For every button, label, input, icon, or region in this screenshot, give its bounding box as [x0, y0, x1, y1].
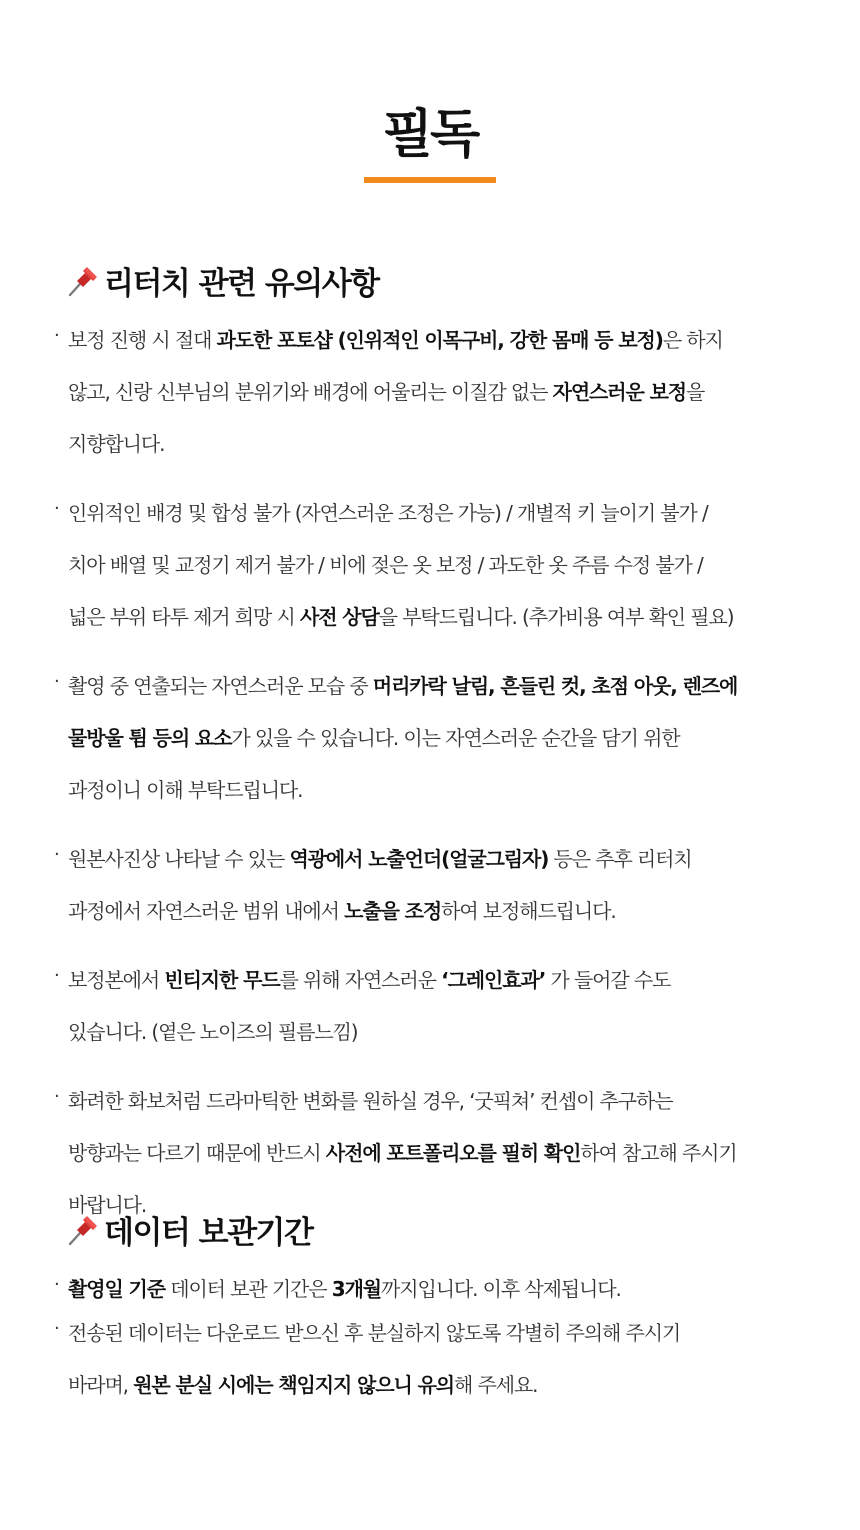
- body-text: 하여 보정해드립니다.: [441, 899, 616, 923]
- text-line: [68, 773, 812, 808]
- list-item: [52, 963, 812, 1050]
- body-text: 방향과는 다르기 때문에 반드시: [68, 1141, 326, 1165]
- list-item: [52, 669, 812, 808]
- section-heading-retouch: [66, 258, 379, 303]
- text-line: [68, 963, 812, 998]
- emphasis-text: 과도한 포토샵 (인위적인 이목구비, 강한 몸매 등 보정): [216, 328, 663, 352]
- title-underline: [364, 177, 496, 183]
- emphasis-text: 사전에 포트폴리오를 필히 확인: [325, 1141, 581, 1165]
- body-text: 지향합니다.: [68, 432, 165, 456]
- body-text: 바라며,: [68, 1373, 134, 1397]
- text-line: [68, 600, 812, 635]
- body-text: 해 주세요.: [454, 1373, 538, 1397]
- body-text: 바랍니다.: [68, 1193, 147, 1217]
- body-text: 넓은 부위 타투 제거 희망 시: [68, 605, 300, 629]
- text-line: [68, 894, 812, 929]
- body-text: 과정이니 이해 부탁드립니다.: [68, 778, 303, 802]
- body-text: 않고, 신랑 신부님의 분위기와 배경에 어울리는 이질감 없는: [68, 380, 553, 404]
- list-item: [52, 842, 812, 929]
- list-item: [52, 1272, 812, 1307]
- body-text: 원본사진상 나타날 수 있는: [68, 847, 290, 871]
- text-line: [68, 1368, 812, 1403]
- section-heading-data-retention: [66, 1207, 312, 1252]
- emphasis-text: 머리카락 날림, 흔들린 컷, 초점 아웃, 렌즈에: [372, 674, 738, 698]
- list-item: [52, 1316, 812, 1403]
- list-item: [52, 496, 812, 635]
- text-line: [68, 721, 812, 756]
- emphasis-text: 빈티지한 무드: [164, 968, 280, 992]
- emphasis-text: 원본 분실 시에는 책임지지 않으니 유의: [133, 1373, 455, 1397]
- body-text: 를 위해 자연스러운: [279, 968, 442, 992]
- emphasis-text: 사전 상담: [299, 605, 379, 629]
- text-line: [68, 548, 812, 583]
- text-line: [68, 1136, 812, 1171]
- body-text: 과정에서 자연스러운 범위 내에서: [68, 899, 345, 923]
- body-text: 보정본에서: [68, 968, 165, 992]
- text-line: [68, 669, 812, 704]
- text-line: [68, 1272, 812, 1307]
- body-text: 을: [686, 380, 705, 404]
- list-item: [52, 1084, 812, 1223]
- text-line: [68, 323, 812, 358]
- retouch-notice-list: [52, 323, 812, 1223]
- emphasis-text: 3개월: [331, 1277, 382, 1301]
- body-text: 가 있을 수 있습니다. 이는 자연스러운 순간을 담기 위한: [231, 726, 680, 750]
- body-text: 치아 배열 및 교정기 제거 불가 / 비에 젖은 옷 보정 / 과도한 옷 주름 수정 불가 /: [68, 553, 703, 577]
- emphasis-text: 노출을 조정: [344, 899, 442, 923]
- body-text: 까지입니다. 이후 삭제됩니다.: [381, 1277, 621, 1301]
- text-line: [68, 1015, 812, 1050]
- list-item: [52, 323, 812, 462]
- text-line: [68, 496, 812, 531]
- body-text: 인위적인 배경 및 합성 불가 (자연스러운 조정은 가능) / 개별적 키 늘이기 불가 /: [68, 501, 708, 525]
- emphasis-text: 자연스러운 보정: [552, 380, 687, 404]
- pushpin-icon: [66, 264, 100, 298]
- body-text: 있습니다. (옅은 노이즈의 필름느낌): [68, 1020, 358, 1044]
- emphasis-text: ‘그레인효과’: [441, 968, 546, 992]
- body-text: 은 하지: [662, 328, 723, 352]
- emphasis-text: 물방울 튐 등의 요소: [68, 726, 232, 750]
- emphasis-text: 촬영일 기준: [68, 1277, 165, 1301]
- pushpin-icon: [66, 1213, 100, 1247]
- text-line: [68, 1316, 812, 1351]
- text-line: [68, 842, 812, 877]
- body-text: 화려한 화보처럼 드라마틱한 변화를 원하실 경우, ‘굿픽쳐’ 컨셉이 추구하는: [68, 1089, 673, 1113]
- body-text: 데이터 보관 기간은: [164, 1277, 332, 1301]
- emphasis-text: 역광에서 노출언더(얼굴그림자): [289, 847, 549, 871]
- text-line: [68, 375, 812, 410]
- body-text: 하여 참고해 주시기: [580, 1141, 737, 1165]
- section-heading-text: 리터치 관련 유의사항: [104, 266, 379, 302]
- section-heading-text: 데이터 보관기간: [104, 1215, 313, 1251]
- page-title: 필독: [382, 105, 478, 165]
- body-text: 보정 진행 시 절대: [68, 328, 217, 352]
- text-line: [68, 1084, 812, 1119]
- data-retention-list: [52, 1272, 812, 1403]
- body-text: 가 들어갈 수도: [545, 968, 671, 992]
- text-line: [68, 427, 812, 462]
- body-text: 전송된 데이터는 다운로드 받으신 후 분실하지 않도록 각별히 주의해 주시기: [68, 1321, 681, 1345]
- body-text: 을 부탁드립니다. (추가비용 여부 확인 필요): [378, 605, 734, 629]
- body-text: 촬영 중 연출되는 자연스러운 모습 중: [68, 674, 373, 698]
- body-text: 등은 추후 리터치: [548, 847, 692, 871]
